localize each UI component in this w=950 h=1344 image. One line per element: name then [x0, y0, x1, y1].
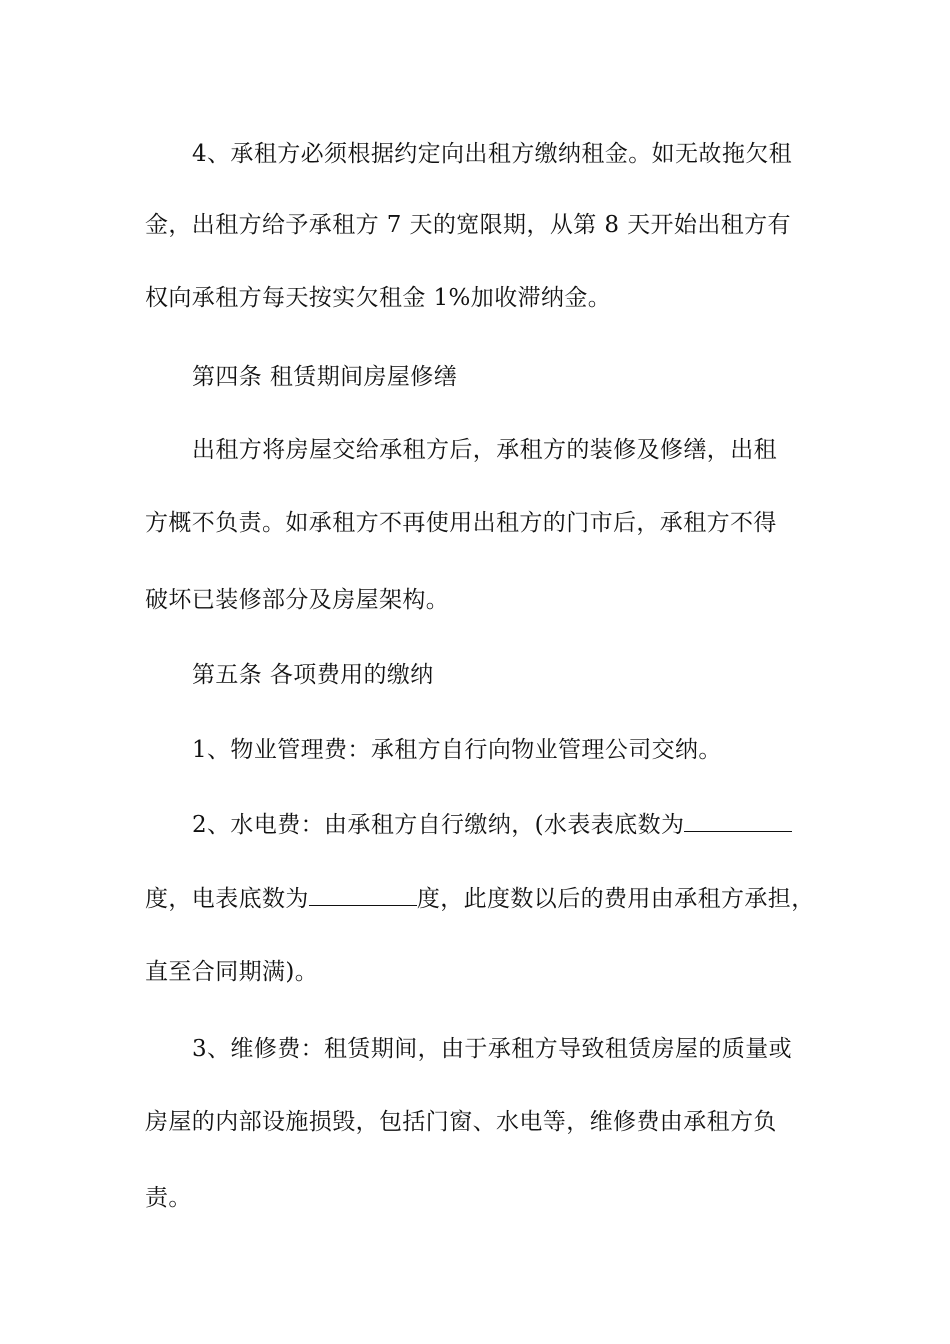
paragraph-line: 方概不负责。如承租方不再使用出租方的门市后，承租方不得 — [145, 510, 777, 536]
electric-meter-blank[interactable] — [309, 885, 417, 906]
water-meter-blank[interactable] — [684, 811, 792, 832]
line-text: 度，电表底数为 — [145, 886, 309, 912]
paragraph-line: 4、承租方必须根据约定向出租方缴纳租金。如无故拖欠租 — [192, 141, 793, 167]
article-heading: 第五条 各项费用的缴纳 — [192, 662, 434, 688]
paragraph-line: 责。 — [145, 1185, 192, 1211]
paragraph-line: 权向承租方每天按实欠租金 1%加收滞纳金。 — [145, 285, 612, 311]
article-heading: 第四条 租赁期间房屋修缮 — [192, 364, 458, 390]
line-text: 2、水电费：由承租方自行缴纳，(水表表底数为 — [192, 812, 685, 838]
paragraph-line: 3、维修费：租赁期间，由于承租方导致租赁房屋的质量或 — [192, 1036, 793, 1062]
paragraph-line: 房屋的内部设施损毁，包括门窗、水电等，维修费由承租方负 — [145, 1109, 777, 1135]
paragraph-line: 金，出租方给予承租方 7 天的宽限期，从第 8 天开始出租方有 — [145, 212, 791, 238]
paragraph-line: 出租方将房屋交给承租方后，承租方的装修及修缮，出租 — [192, 437, 777, 463]
line-text: 度，此度数以后的费用由承租方承担， — [416, 886, 815, 912]
paragraph-line — [192, 810, 815, 840]
paragraph-line: 直至合同期满)。 — [145, 959, 319, 985]
paragraph-line: 1、物业管理费：承租方自行向物业管理公司交纳。 — [192, 737, 722, 763]
paragraph-line — [145, 884, 815, 914]
paragraph-line: 破坏已装修部分及房屋架构。 — [145, 587, 450, 613]
